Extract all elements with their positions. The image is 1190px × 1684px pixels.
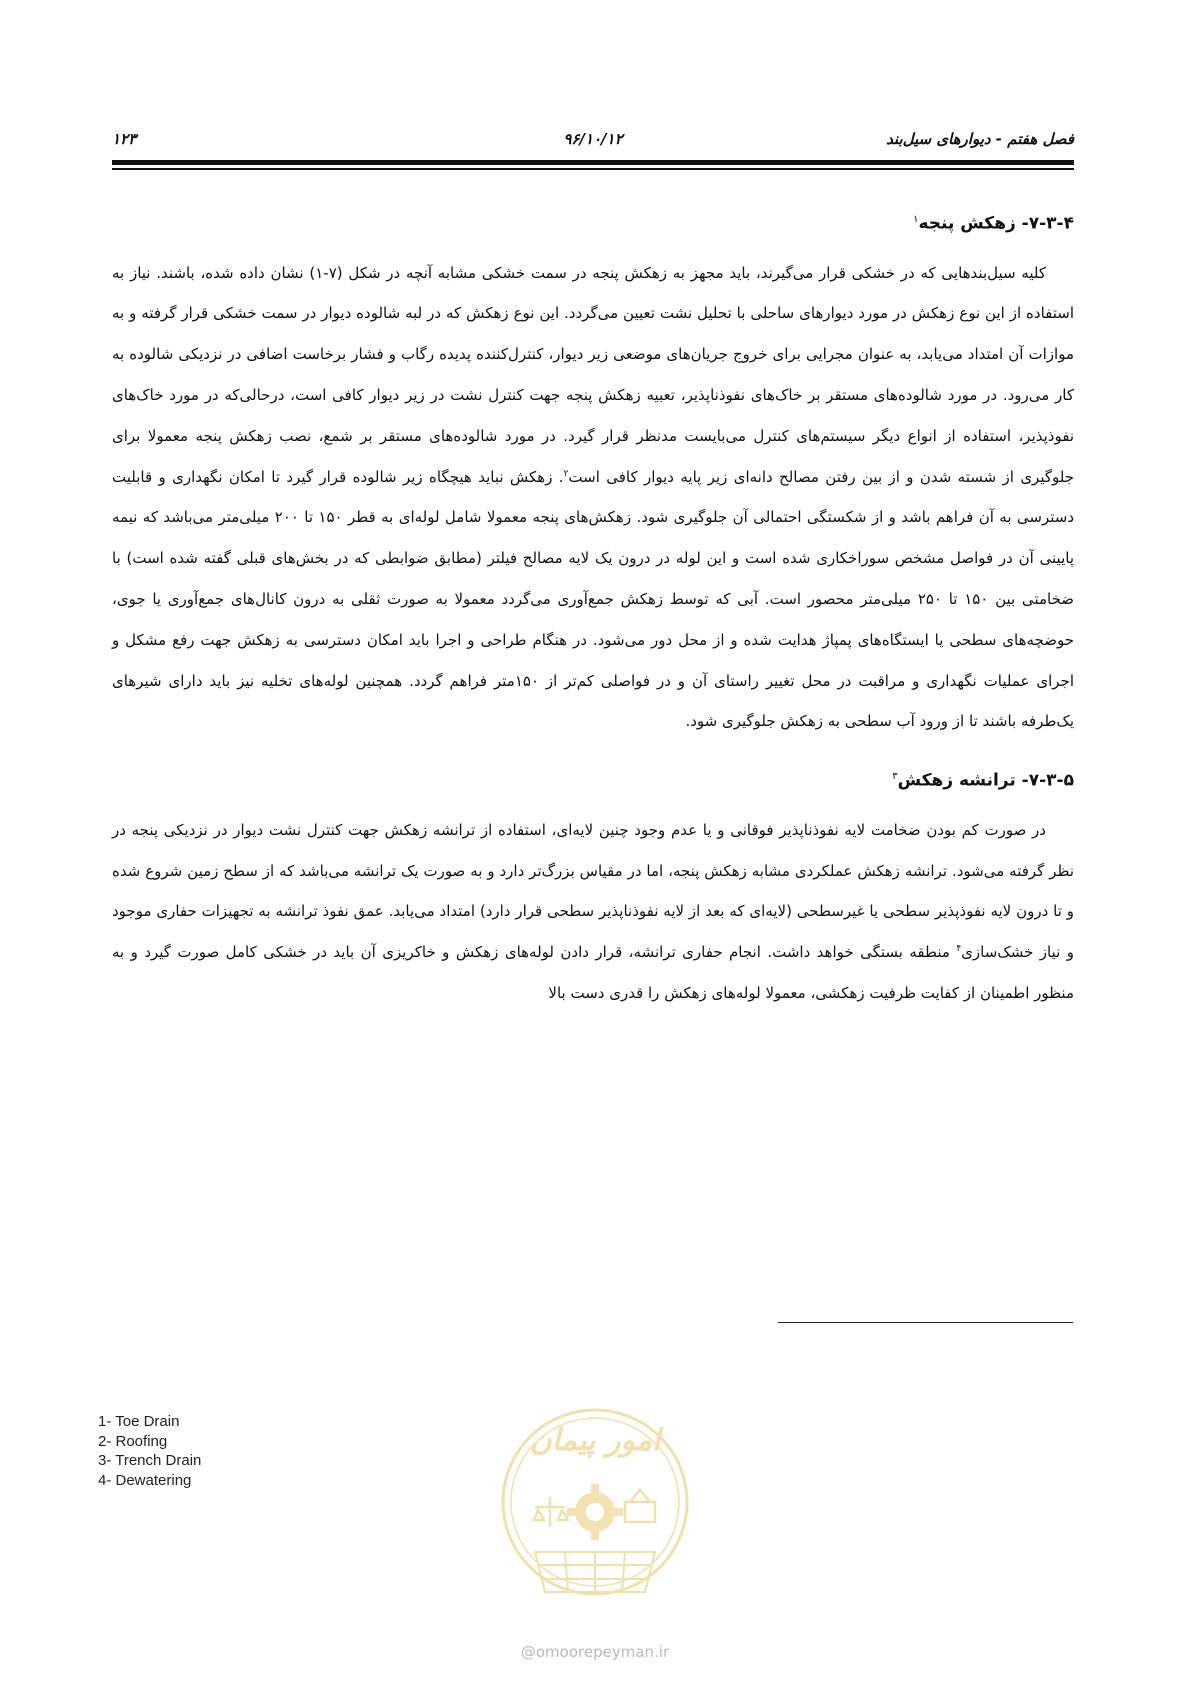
- footnote-separator: [778, 1322, 1073, 1323]
- page-header: [112, 128, 1074, 158]
- watermark-logo-text: امور پیمان: [529, 1423, 661, 1458]
- paragraph-toe-drain: [112, 253, 1074, 743]
- paragraph-text: در صورت کم بودن ضخامت لایه نفوذناپذیر فوقانی و یا عدم وجود چنین لایه‌ای، استفاده از ترانشه زهکش جهت کنترل نشت دیوار در نزدیکی پنجه در نظر گرفته می‌شود. ترانشه زهکش عملکردی مشابه زهکش پنجه، اما در مقیاس بزرگ‌تر دارد و به صورت یک ترانشه می‌باشد که از سطح زمین شروع شده و تا درون لایه نفوذپذیر سطحی یا غیرسطحی (لایه‌ای که بعد از لایه نفوذناپذیر سطحی قرار دارد) امتداد می‌یابد. عمق نفوذ ترانشه به تجهیزات حفاری موجود و نیاز خشک‌سازی: [112, 820, 1074, 962]
- paragraph-trench-drain: [112, 810, 1074, 1014]
- footnote-item: 1- Toe Drain: [98, 1413, 180, 1430]
- watermark-url: @omoorepeyman.ir: [520, 1643, 670, 1661]
- footnotes: [98, 1412, 398, 1490]
- paragraph-text: منطقه بستگی خواهد داشت. انجام حفاری ترانشه، قرار دادن لوله‌های زهکش و خاکریزی آن باید در خشکی کامل صورت گیرد و به منظور اطمینان از کفایت ظرفیت زهکشی، معمولا لوله‌های زهکش را قدری دست بالا: [112, 943, 1074, 1003]
- heading-text: ۷-۳-۵- ترانشه زهکش: [897, 770, 1074, 791]
- chapter-title: فصل هفتم - دیوارهای سیل‌بند: [886, 130, 1074, 148]
- watermark-logo-icon: [490, 1392, 700, 1642]
- paragraph-text: کلیه سیل‌بندهایی که در خشکی قرار می‌گیرند، باید مجهز به زهکش پنجه در سمت خشکی مشابه آنچه در شکل (۷-۱) نشان داده شده، باشند. نیاز به استفاده از این نوع زهکش در مورد دیوارهای ساحلی با تحلیل نشت تعیین می‌گردد. این نوع زهکش که در لبه شالوده دیوار در سمت خشکی قرار گرفته و به موازات آن امتداد می‌یابد، به عنوان مجرایی برای خروج جریان‌های موضعی زیر دیوار، کنترل‌کننده پدیده رگاب و فشار برخاست اضافی در نزدیکی شالوده به کار می‌رود. در مورد شالوده‌های مستقر بر خاک‌های نفوذناپذیر، تعبیه زهکش پنجه جهت کنترل نشت در زیر دیوار کافی است، درحالی‌که در مورد خاک‌های نفوذپذیر، استفاده از انواع دیگر سیستم‌های کنترل می‌بایست مدنظر قرار گیرد. در مورد شالوده‌های مستقر بر شمع، نصب زهکش پنجه معمولا برای جلوگیری از شسته شدن و از بین رفتن مصالح دانه‌ای زیر پایه دیوار کافی است: [112, 263, 1074, 486]
- header-rule-thin: [112, 168, 1074, 170]
- main-content: [112, 205, 1074, 1014]
- footnote-ref: ۱: [913, 214, 919, 225]
- page-number: ۱۲۳: [112, 130, 137, 148]
- header-rule-thick: [112, 160, 1074, 165]
- footnote-item: 3- Trench Drain: [98, 1452, 202, 1469]
- revision-date: ۹۶/۱۰/۱۲: [563, 130, 623, 148]
- section-heading-toe-drain: [112, 205, 1074, 239]
- footnote-item: 2- Roofing: [98, 1432, 168, 1450]
- section-gap: [112, 742, 1074, 762]
- paragraph-text: . زهکش نباید هیچگاه زیر شالوده قرار گیرد تا امکان نگهداری و قابلیت دسترسی به آن فراهم باشد و از شکستگی احتمالی آن جلوگیری شود. زهکش‌های پنجه معمولا شامل لوله‌ای به قطر ۱۵۰ تا ۲۰۰ میلی‌متر می‌باشد که نیمه پایینی آن در فواصل مشخص سوراخکاری شده است و این لوله در درون یک لایه مصالح فیلتر (مطابق ضوابطی که در بخش‌های قبلی گفته شده است) با ضخامتی بین ۱۵۰ تا ۲۵۰ میلی‌متر محصور است. آبی که توسط زهکش جمع‌آوری می‌گردد معمولا به صورت ثقلی به درون کانال‌های جمع‌آوری یا جوی، حوضچه‌های سطحی یا ایستگاه‌های پمپاژ هدایت شده و از محل دور می‌شود. در هنگام طراحی و اجرا باید امکان دسترسی به زهکش جهت رفع مشکل و اجرای عملیات نگهداری و مراقبت در محل تغییر راستای آن و در فواصلی کم‌تر از ۱۵۰متر فراهم گردد. همچنین لوله‌های تخلیه نیز باید دارای شیرهای یک‌طرفه باشند تا از ورود آب سطحی به زهکش جلوگیری شود.: [112, 467, 1074, 731]
- footnote-ref: ۴: [956, 944, 962, 955]
- heading-text: ۷-۳-۴- زهکش پنجه: [918, 213, 1074, 234]
- footnote-ref: ۳: [892, 771, 898, 783]
- section-heading-trench-drain: [112, 762, 1074, 796]
- footnote-item: 4- Dewatering: [98, 1471, 192, 1489]
- footnote-ref: ۲: [563, 468, 569, 479]
